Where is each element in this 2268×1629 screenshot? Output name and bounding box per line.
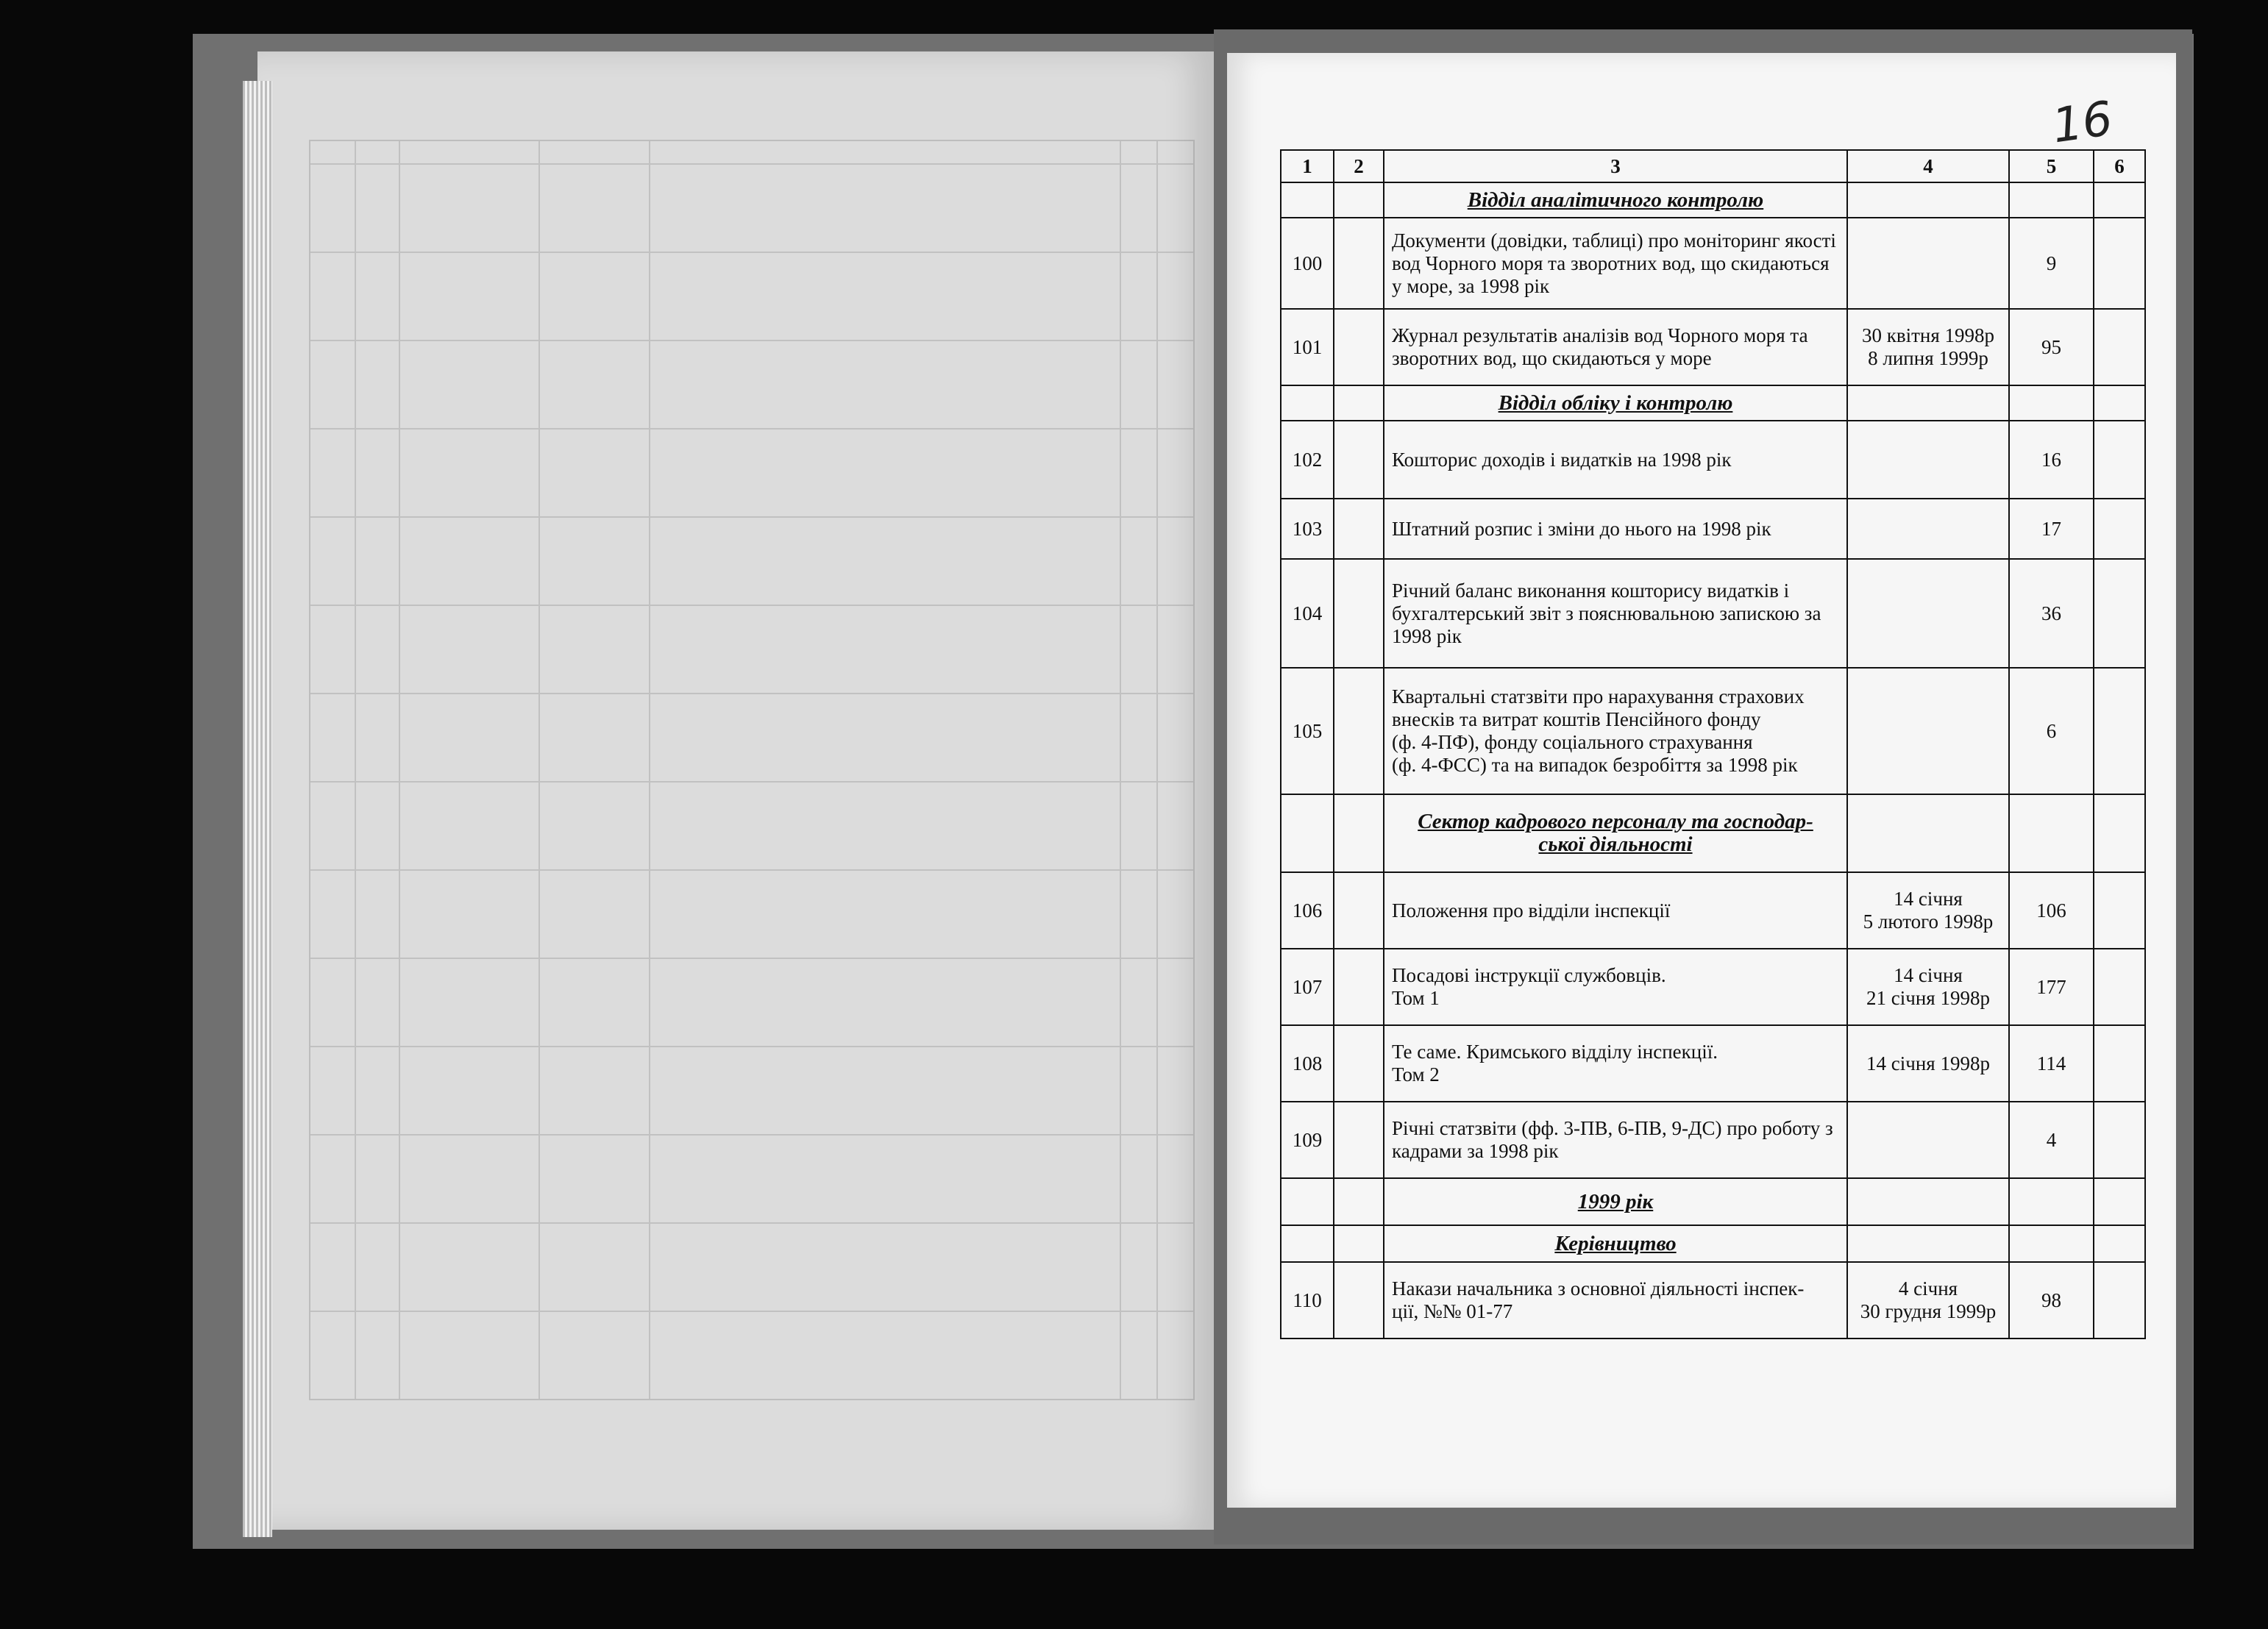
table-header-row	[1281, 150, 2145, 182]
empty-cell	[2094, 182, 2145, 218]
empty-cell	[1334, 559, 1384, 668]
item-dates: 14 січня 21 січня 1998р	[1847, 949, 2009, 1025]
item-sheet-count: 177	[2009, 949, 2094, 1025]
empty-cell	[2094, 949, 2145, 1025]
item-number: 100	[1281, 218, 1334, 309]
table-row	[1281, 499, 2145, 559]
empty-cell	[1334, 182, 1384, 218]
empty-cell	[2094, 499, 2145, 559]
section-row	[1281, 1225, 2145, 1262]
table-row	[1281, 872, 2145, 949]
item-description: Річні статзвіти (фф. 3-ПВ, 6-ПВ, 9-ДС) про роботу з кадрами за 1998 рік	[1384, 1102, 1847, 1178]
section-heading: Керівництво	[1384, 1225, 1847, 1262]
table-row	[1281, 1262, 2145, 1339]
item-dates: 30 квітня 1998р 8 липня 1999р	[1847, 309, 2009, 385]
item-sheet-count: 16	[2009, 421, 2094, 499]
empty-cell	[1334, 1262, 1384, 1339]
empty-cell	[2094, 872, 2145, 949]
col-header-2: 2	[1334, 150, 1384, 182]
section-heading: Відділ обліку і контролю	[1384, 385, 1847, 421]
empty-cell	[2094, 421, 2145, 499]
item-dates: 14 січня 1998р	[1847, 1025, 2009, 1102]
item-sheet-count: 106	[2009, 872, 2094, 949]
empty-cell	[2094, 1178, 2145, 1225]
item-sheet-count: 17	[2009, 499, 2094, 559]
table-row	[1281, 949, 2145, 1025]
handwritten-page-number: 16	[2049, 91, 2116, 154]
item-description: Накази начальника з основної діяльності інспек- ції, №№ 01-77	[1384, 1262, 1847, 1339]
col-header-1: 1	[1281, 150, 1334, 182]
section-row	[1281, 794, 2145, 872]
item-description: Положення про відділи інспекції	[1384, 872, 1847, 949]
item-sheet-count: 36	[2009, 559, 2094, 668]
empty-cell	[2009, 1178, 2094, 1225]
item-dates	[1847, 559, 2009, 668]
page-edges	[243, 81, 272, 1537]
item-sheet-count: 114	[2009, 1025, 2094, 1102]
table-row	[1281, 421, 2145, 499]
empty-cell	[1334, 218, 1384, 309]
item-dates: 14 січня 5 лютого 1998р	[1847, 872, 2009, 949]
col-header-3: 3	[1384, 150, 1847, 182]
item-number: 107	[1281, 949, 1334, 1025]
item-dates	[1847, 499, 2009, 559]
empty-cell	[2009, 794, 2094, 872]
empty-cell	[1334, 385, 1384, 421]
empty-cell	[1334, 1025, 1384, 1102]
empty-cell	[1334, 949, 1384, 1025]
empty-cell	[2094, 1025, 2145, 1102]
empty-cell	[1281, 1225, 1334, 1262]
empty-cell	[1334, 1225, 1384, 1262]
empty-cell	[1847, 182, 2009, 218]
section-heading: 1999 рік	[1384, 1178, 1847, 1225]
empty-cell	[1281, 182, 1334, 218]
item-dates: 4 січня 30 грудня 1999р	[1847, 1262, 2009, 1339]
empty-cell	[2009, 385, 2094, 421]
empty-cell	[2009, 1225, 2094, 1262]
section-row	[1281, 182, 2145, 218]
item-number: 101	[1281, 309, 1334, 385]
table-row	[1281, 218, 2145, 309]
item-number: 103	[1281, 499, 1334, 559]
item-sheet-count: 4	[2009, 1102, 2094, 1178]
item-dates	[1847, 218, 2009, 309]
col-header-6: 6	[2094, 150, 2145, 182]
empty-cell	[1847, 1178, 2009, 1225]
item-number: 110	[1281, 1262, 1334, 1339]
item-description: Документи (довідки, таблиці) про моніторинг якості вод Чорного моря та зворотних вод, що скидаються у море, за 1998 рік	[1384, 218, 1847, 309]
item-number: 109	[1281, 1102, 1334, 1178]
item-description: Журнал результатів аналізів вод Чорного моря та зворотних вод, що скидаються у море	[1384, 309, 1847, 385]
item-sheet-count: 9	[2009, 218, 2094, 309]
item-description: Те саме. Кримського відділу інспекції. Том 2	[1384, 1025, 1847, 1102]
empty-cell	[1334, 309, 1384, 385]
col-header-4: 4	[1847, 150, 2009, 182]
table-row	[1281, 559, 2145, 668]
empty-cell	[1847, 1225, 2009, 1262]
empty-cell	[2094, 1102, 2145, 1178]
section-row	[1281, 385, 2145, 421]
empty-cell	[1334, 499, 1384, 559]
table-row	[1281, 668, 2145, 794]
section-heading: Сектор кадрового персоналу та господар- ської діяльності	[1384, 794, 1847, 872]
empty-cell	[1334, 872, 1384, 949]
empty-cell	[1281, 794, 1334, 872]
item-description: Кошторис доходів і видатків на 1998 рік	[1384, 421, 1847, 499]
item-sheet-count: 95	[2009, 309, 2094, 385]
item-sheet-count: 6	[2009, 668, 2094, 794]
empty-cell	[1334, 1178, 1384, 1225]
section-row	[1281, 1178, 2145, 1225]
empty-cell	[2094, 1262, 2145, 1339]
empty-cell	[1281, 385, 1334, 421]
col-header-5: 5	[2009, 150, 2094, 182]
item-description: Річний баланс виконання кошторису видатків і бухгалтерський звіт з пояснювальною запискою за 1998 рік	[1384, 559, 1847, 668]
empty-cell	[2094, 309, 2145, 385]
item-number: 104	[1281, 559, 1334, 668]
item-dates	[1847, 1102, 2009, 1178]
empty-cell	[2094, 559, 2145, 668]
empty-cell	[2094, 668, 2145, 794]
item-description: Штатний розпис і зміни до нього на 1998 рік	[1384, 499, 1847, 559]
empty-cell	[2094, 218, 2145, 309]
empty-cell	[1281, 1178, 1334, 1225]
section-heading: Відділ аналітичного контролю	[1384, 182, 1847, 218]
empty-cell	[2009, 182, 2094, 218]
empty-cell	[2094, 1225, 2145, 1262]
empty-cell	[1847, 385, 2009, 421]
empty-cell	[1334, 794, 1384, 872]
inventory-table	[1280, 149, 2146, 1339]
item-description: Квартальні статзвіти про нарахування страхових внесків та витрат коштів Пенсійного фонду (ф. 4-ПФ), фонду соціального страхування (ф. 4-ФСС) та на випадок безробіття за 1998 рік	[1384, 668, 1847, 794]
table-row	[1281, 1025, 2145, 1102]
table-row	[1281, 1102, 2145, 1178]
item-number: 102	[1281, 421, 1334, 499]
item-number: 108	[1281, 1025, 1334, 1102]
empty-cell	[2094, 385, 2145, 421]
faded-reverse-table	[309, 140, 1195, 1400]
item-dates	[1847, 421, 2009, 499]
empty-cell	[1847, 794, 2009, 872]
item-number: 105	[1281, 668, 1334, 794]
item-dates	[1847, 668, 2009, 794]
item-description: Посадові інструкції службовців. Том 1	[1384, 949, 1847, 1025]
item-sheet-count: 98	[2009, 1262, 2094, 1339]
table-row	[1281, 309, 2145, 385]
empty-cell	[1334, 668, 1384, 794]
item-number: 106	[1281, 872, 1334, 949]
empty-cell	[1334, 421, 1384, 499]
empty-cell	[1334, 1102, 1384, 1178]
empty-cell	[2094, 794, 2145, 872]
